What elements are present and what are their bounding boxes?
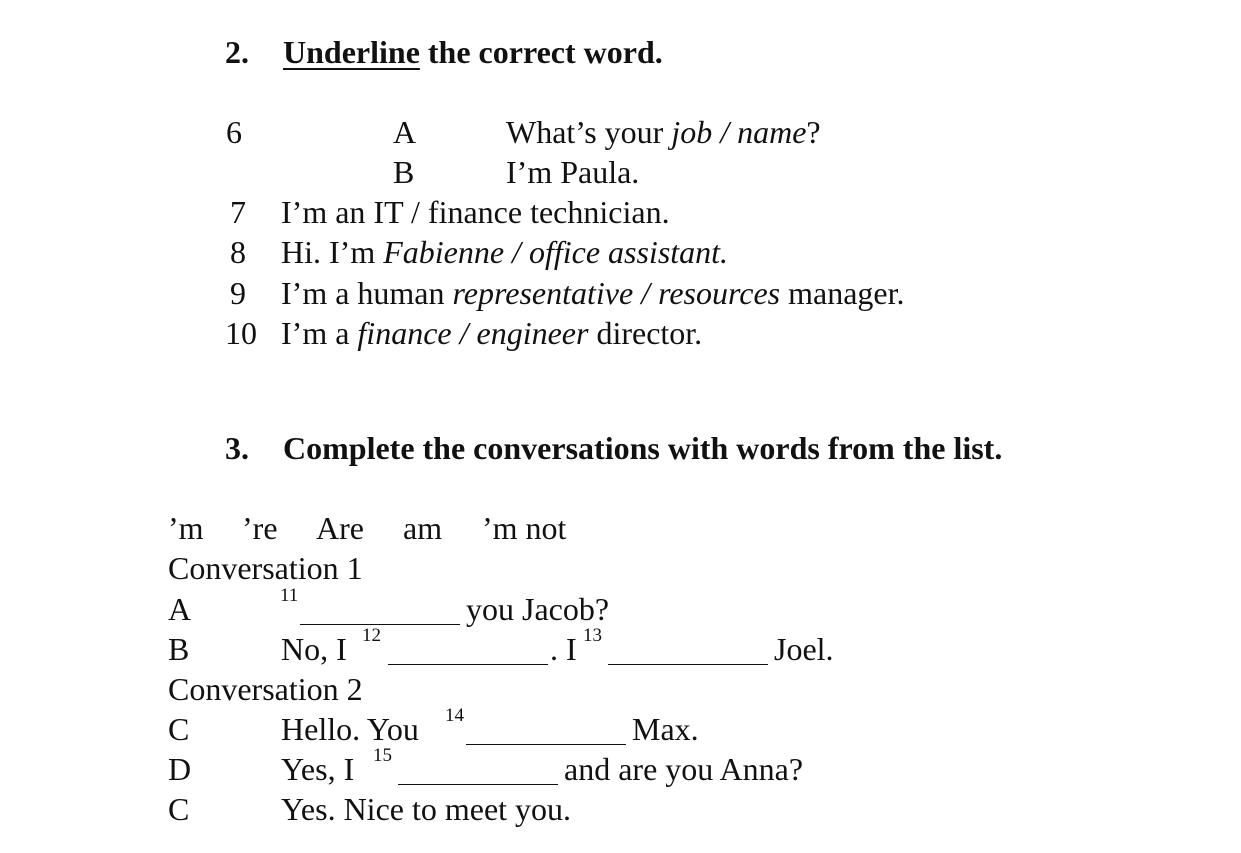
q6-option-2: name	[737, 114, 807, 150]
q6-a-text: What’s your	[506, 114, 672, 150]
conv2-c2-text: Yes. Nice to meet you.	[281, 791, 572, 827]
blank-14	[466, 744, 626, 745]
blank-12	[388, 664, 548, 665]
conversation-2-title: Conversation 2	[168, 671, 363, 707]
q6-a-end: ?	[806, 114, 821, 150]
word-list-item: am	[403, 510, 443, 546]
q6-speaker-a: A	[393, 114, 417, 150]
conv2-speaker-c: C	[168, 711, 190, 747]
gap-number-14: 14	[445, 705, 464, 726]
q6-line-b: I’m Paula.	[506, 154, 640, 190]
gap-number-12: 12	[362, 625, 381, 646]
conv2-d-before: Yes, I	[281, 751, 355, 787]
section-3-heading	[225, 428, 1002, 468]
section-3-number: 3.	[225, 430, 249, 466]
q9-slash: /	[633, 275, 659, 311]
q6-number: 6	[226, 114, 242, 150]
conv1-speaker-a: A	[168, 591, 192, 627]
q10-before: I’m a	[281, 315, 358, 351]
q10-option-1: finance	[357, 315, 452, 351]
gap-number-15: 15	[373, 745, 392, 766]
gap-number-13: 13	[583, 625, 602, 646]
q7-text: I’m an IT / finance technician.	[281, 194, 670, 230]
word-list-item: ’m not	[482, 510, 567, 546]
q8-end: .	[720, 234, 729, 270]
conv1-speaker-b: B	[168, 631, 190, 667]
blank-15	[398, 784, 558, 785]
q9-option-1: representative	[452, 275, 634, 311]
section-3-title: Complete the conversations with words from the list.	[283, 430, 1003, 466]
q9-option-2: resources	[658, 275, 781, 311]
q9-text	[281, 273, 905, 313]
conv1-b-before: No, I	[281, 631, 347, 667]
q8-slash: /	[504, 234, 529, 270]
q10-text	[281, 313, 702, 353]
q8-option-1: Fabienne	[383, 234, 505, 270]
blank-13	[608, 664, 768, 665]
q6-slash: /	[712, 114, 738, 150]
q7-number: 7	[230, 194, 246, 230]
q6-speaker-b: B	[393, 154, 415, 190]
q8-before: Hi. I’m	[281, 234, 384, 270]
conv1-b-mid: . I	[550, 631, 577, 667]
section-2-heading	[225, 32, 663, 72]
section-2-title-underlined: Underline	[283, 34, 420, 70]
q8-number: 8	[230, 234, 246, 270]
word-list-item: ’re	[242, 510, 278, 546]
conv2-d-after: and are you Anna?	[564, 751, 804, 787]
q9-number: 9	[230, 275, 246, 311]
q9-end: manager.	[780, 275, 905, 311]
q6-line-a	[506, 112, 821, 152]
q6-option-1: job	[671, 114, 713, 150]
conversation-1-title: Conversation 1	[168, 550, 363, 586]
conv2-speaker-c-2: C	[168, 791, 190, 827]
q8-option-2: office assistant	[528, 234, 721, 270]
q10-option-2: engineer	[476, 315, 589, 351]
conv2-speaker-d: D	[168, 751, 192, 787]
q8-text	[281, 232, 728, 272]
word-list-item: ’m	[168, 510, 204, 546]
section-2-title-rest: the correct word.	[419, 34, 663, 70]
conv2-c-before: Hello. You	[281, 711, 419, 747]
q9-before: I’m a human	[281, 275, 453, 311]
section-2-number: 2.	[225, 34, 249, 70]
word-list-item: Are	[316, 510, 364, 546]
conv1-b-after: Joel.	[774, 631, 834, 667]
gap-number-11: 11	[280, 585, 299, 606]
conv1-a-text: you Jacob?	[466, 591, 610, 627]
conv2-c-after: Max.	[632, 711, 699, 747]
q10-number: 10	[225, 315, 257, 351]
q10-end: director.	[588, 315, 703, 351]
q10-slash: /	[451, 315, 477, 351]
